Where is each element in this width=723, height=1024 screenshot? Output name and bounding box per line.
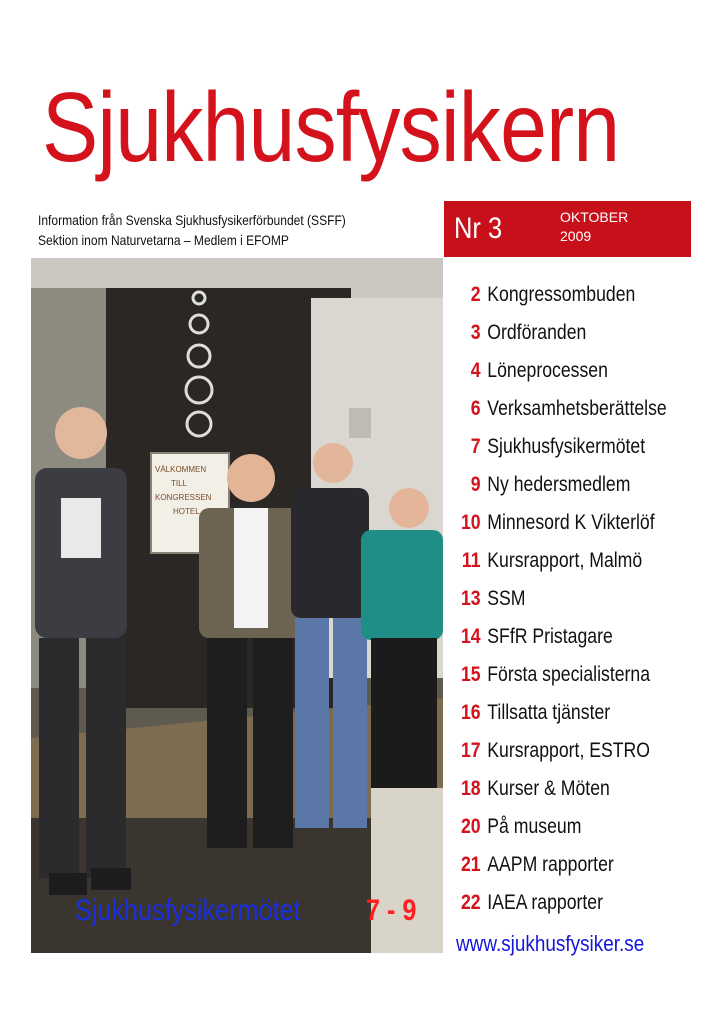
toc-item [452,889,670,927]
poster-line-2: TILL [171,479,188,488]
toc-title: SSM [487,587,526,610]
table-of-contents [452,281,712,927]
toc-item [452,623,670,661]
photo-caption-pages: 7 - 9 [366,894,417,927]
poster-line-3: KONGRESSEN [155,493,212,502]
poster-line-4: HOTEL [173,507,200,516]
toc-page-number: 6 [470,397,481,420]
issue-year: 2009 [560,228,592,244]
toc-page-number: 20 [460,815,481,838]
toc-page-number: 2 [470,283,481,306]
toc-page-number: 15 [460,663,481,686]
toc-title: Kursrapport, ESTRO [487,739,651,762]
toc-title: Kursrapport, Malmö [487,549,643,572]
toc-item [452,585,670,623]
toc-item [452,281,670,319]
issue-box [444,201,691,257]
toc-page-number: 7 [470,435,481,458]
toc-title: Tillsatta tjänster [487,701,611,724]
toc-item [452,357,670,395]
toc-title: Löneprocessen [487,359,608,382]
toc-item [452,395,670,433]
issue-month: OKTOBER [560,209,629,225]
toc-page-number: 4 [470,359,481,382]
toc-item [452,737,670,775]
toc-item [452,433,670,471]
issue-number: Nr 3 [454,212,503,245]
toc-page-number: 10 [460,511,481,534]
toc-page-number: 18 [460,777,481,800]
cover-photo [31,258,443,953]
toc-title: Första specialisterna [487,663,651,686]
toc-item [452,319,670,357]
publisher-line-2: Sektion inom Naturvetarna – Medlem i EFOMP [38,232,289,248]
toc-page-number: 3 [470,321,481,344]
poster-line-1: VÄLKOMMEN [155,465,207,474]
publisher-info [38,210,399,250]
toc-item [452,547,670,585]
toc-item [452,699,670,737]
toc-title: På museum [487,815,582,838]
publisher-line-1: Information från Svenska Sjukhusfysikerförbundet (SSFF) [38,212,346,228]
toc-title: SFfR Pristagare [487,625,613,648]
toc-page-number: 17 [460,739,481,762]
toc-page-number: 16 [460,701,481,724]
toc-page-number: 9 [470,473,481,496]
toc-item [452,471,670,509]
toc-item [452,509,670,547]
toc-page-number: 11 [461,549,481,572]
meeting-photo-illustration [31,258,443,953]
toc-title: Sjukhusfysikermötet [487,435,646,458]
toc-page-number: 13 [460,587,481,610]
toc-page-number: 21 [460,853,481,876]
toc-title: AAPM rapporter [487,853,614,876]
toc-title: Minnesord K Vikterlöf [487,511,655,534]
toc-title: Ordföranden [487,321,587,344]
toc-title: IAEA rapporter [487,891,603,914]
toc-item [452,851,670,889]
photo-caption: Sjukhusfysikermötet [75,894,301,927]
person-4 [361,488,443,798]
toc-item [452,775,670,813]
toc-title: Kongressombuden [487,283,636,306]
toc-title: Ny hedersmedlem [487,473,631,496]
masthead-title: Sjukhusfysikern [42,72,620,182]
website-link[interactable]: www.sjukhusfysiker.se [456,931,645,956]
toc-item [452,813,670,851]
toc-page-number: 22 [460,891,481,914]
toc-item [452,661,670,699]
toc-page-number: 14 [460,625,481,648]
toc-title: Kurser & Möten [487,777,610,800]
toc-title: Verksamhetsberättelse [487,397,667,420]
